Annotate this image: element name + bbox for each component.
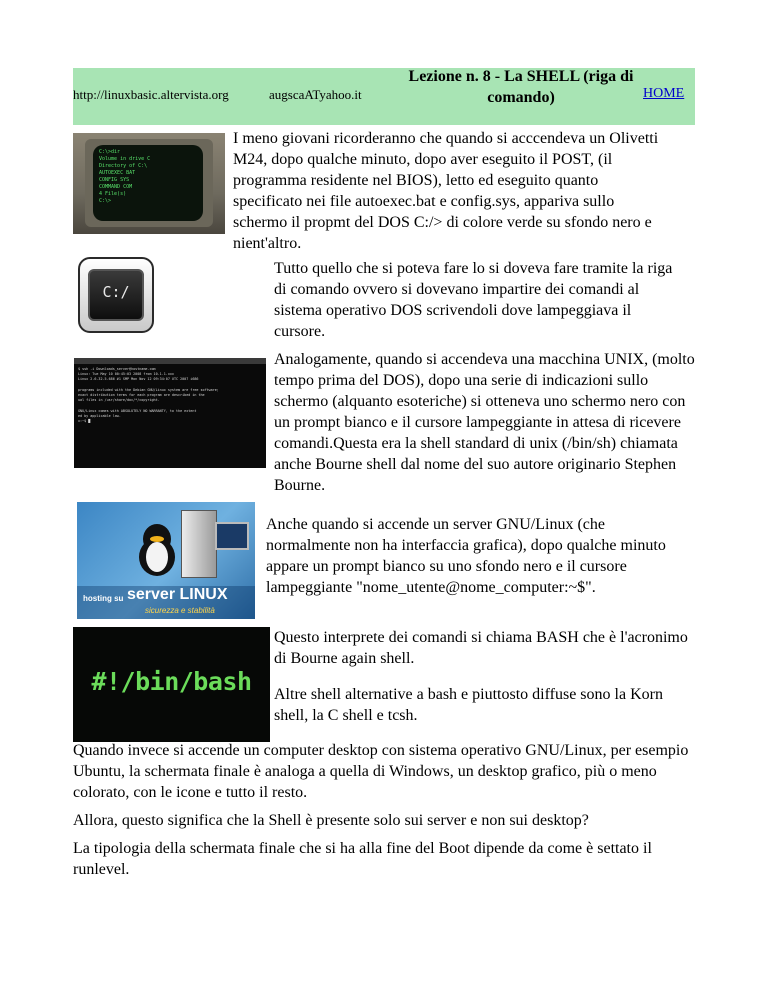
banner-prefix: hosting su xyxy=(83,594,124,603)
terminal-text-line: Linux: Tue May 10 00:45:03 2008 from 10.1.1.xxx xyxy=(78,372,174,377)
crt-text-line: CONFIG SYS xyxy=(99,177,130,183)
terminal-text-line: ual files in /usr/share/doc/*/copyright. xyxy=(78,398,160,403)
paragraph-runlevel: La tipologia della schermata finale che si ha alla fine del Boot dipende da come è settato il runlevel. xyxy=(73,840,652,878)
tux-penguin-icon xyxy=(139,524,175,576)
terminal-text-line: GNU/Linux comes with ABSOLUTELY NO WARRANTY, to the extent xyxy=(78,408,197,413)
page-header xyxy=(73,68,695,125)
cmd-prompt-text: C:/ xyxy=(102,283,130,301)
terminal-text-line: Linux 2.6.32-5-686 #1 SMP Mon Nov 12 09:34:07 UTC 2007 i686 xyxy=(78,377,199,382)
terminal-text-line: x:~$ █ xyxy=(78,419,91,424)
crt-screen xyxy=(93,145,203,221)
site-url: http://linuxbasic.altervista.org xyxy=(73,87,229,102)
banner-sub: sicurezza e stabilità xyxy=(145,606,215,615)
terminal-text-line: programs included with the Debian GNU/Linux system are free software; xyxy=(78,387,219,392)
page-title: Lezione n. 8 - La SHELL (riga di comando) xyxy=(408,68,634,106)
crt-text-line: COMMAND COM xyxy=(99,184,133,190)
paragraph-bash: Questo interprete dei comandi si chiama BASH che è l'acronimo di Bourne again shell. xyxy=(274,629,688,667)
bash-shebang-image xyxy=(73,627,270,742)
paragraph-unix: Analogamente, quando si accendeva una macchina UNIX, (molto tempo prima del DOS), dopo una serie di indicazioni sullo schermo (alquanto esoteriche) si otteneva uno schermo nero con un prompt bianco e il cursore lampeggiante in attesa di ricevere comandi.Questa era la shell standard di unix (/bin/sh) chiamata anche Bourne shell dal nome del suo autore originario Stephen Bourne. xyxy=(274,351,695,494)
terminal-text-line: exact distribution terms for each program are described in the xyxy=(78,393,205,398)
crt-text-line: Directory of C:\ xyxy=(99,163,148,169)
paragraph-alternatives: Altre shell alternative a bash e piuttosto diffuse sono la Korn shell, la C shell e tcsh. xyxy=(274,686,663,724)
author-email: augscaATyahoo.it xyxy=(269,87,362,102)
bash-shebang-text: #!/bin/bash xyxy=(91,667,252,696)
banner-main: server LINUX xyxy=(127,586,228,603)
paragraph-question: Allora, questo significa che la Shell è presente solo sui server e non sui desktop? xyxy=(73,812,589,829)
crt-text-line: AUTOEXEC BAT xyxy=(99,170,136,176)
server-linux-banner xyxy=(77,502,255,619)
paragraph-server: Anche quando si accende un server GNU/Linux (che normalmente non ha interfaccia grafica), dopo qualche minuto appare un prompt bianco su uno sfondo nero e il cursore lampeggiante "nome_utente@nome_computer:~$". xyxy=(266,516,666,596)
unix-terminal-screenshot xyxy=(74,358,266,468)
crt-text-line: Volume in drive C xyxy=(99,156,151,162)
paragraph-olivetti: I meno giovani ricorderanno che quando si acccendeva un Olivetti M24, dopo qualche minuto, dopo aver eseguito il POST, (il programma residente nel BIOS), letto ed eseguito quanto specificato nei file autoexec.bat e config.sys, appariva sullo schermo il propmt del DOS C:/> di colore verde su sfondo nero e nient'altro. xyxy=(233,130,659,252)
crt-text-line: 4 File(s) xyxy=(99,191,127,197)
cmd-icon-image xyxy=(76,255,158,337)
olivetti-crt-photo xyxy=(73,133,225,234)
paragraph-command-line: Tutto quello che si poteva fare lo si doveva fare tramite la riga di comando ovvero si dovevano impartire dei comandi al sistema operativo DOS scrivendoli dove lampeggiava il cursore. xyxy=(274,260,673,340)
paragraph-desktop: Quando invece si accende un computer desktop con sistema operativo GNU/Linux, per esempio Ubuntu, la schermata finale è analoga a quella di Windows, un desktop grafico, più o meno colorato, con le icone e tutto il resto. xyxy=(73,742,689,801)
crt-text-line: C:\> xyxy=(99,198,112,204)
crt-text-line: C:\>dir xyxy=(99,149,121,155)
terminal-text-line: ed by applicable law. xyxy=(78,413,121,418)
home-link[interactable]: HOME xyxy=(643,86,685,101)
terminal-text-line: $ ssh -i Downloads_server@hostname.com xyxy=(78,367,156,371)
